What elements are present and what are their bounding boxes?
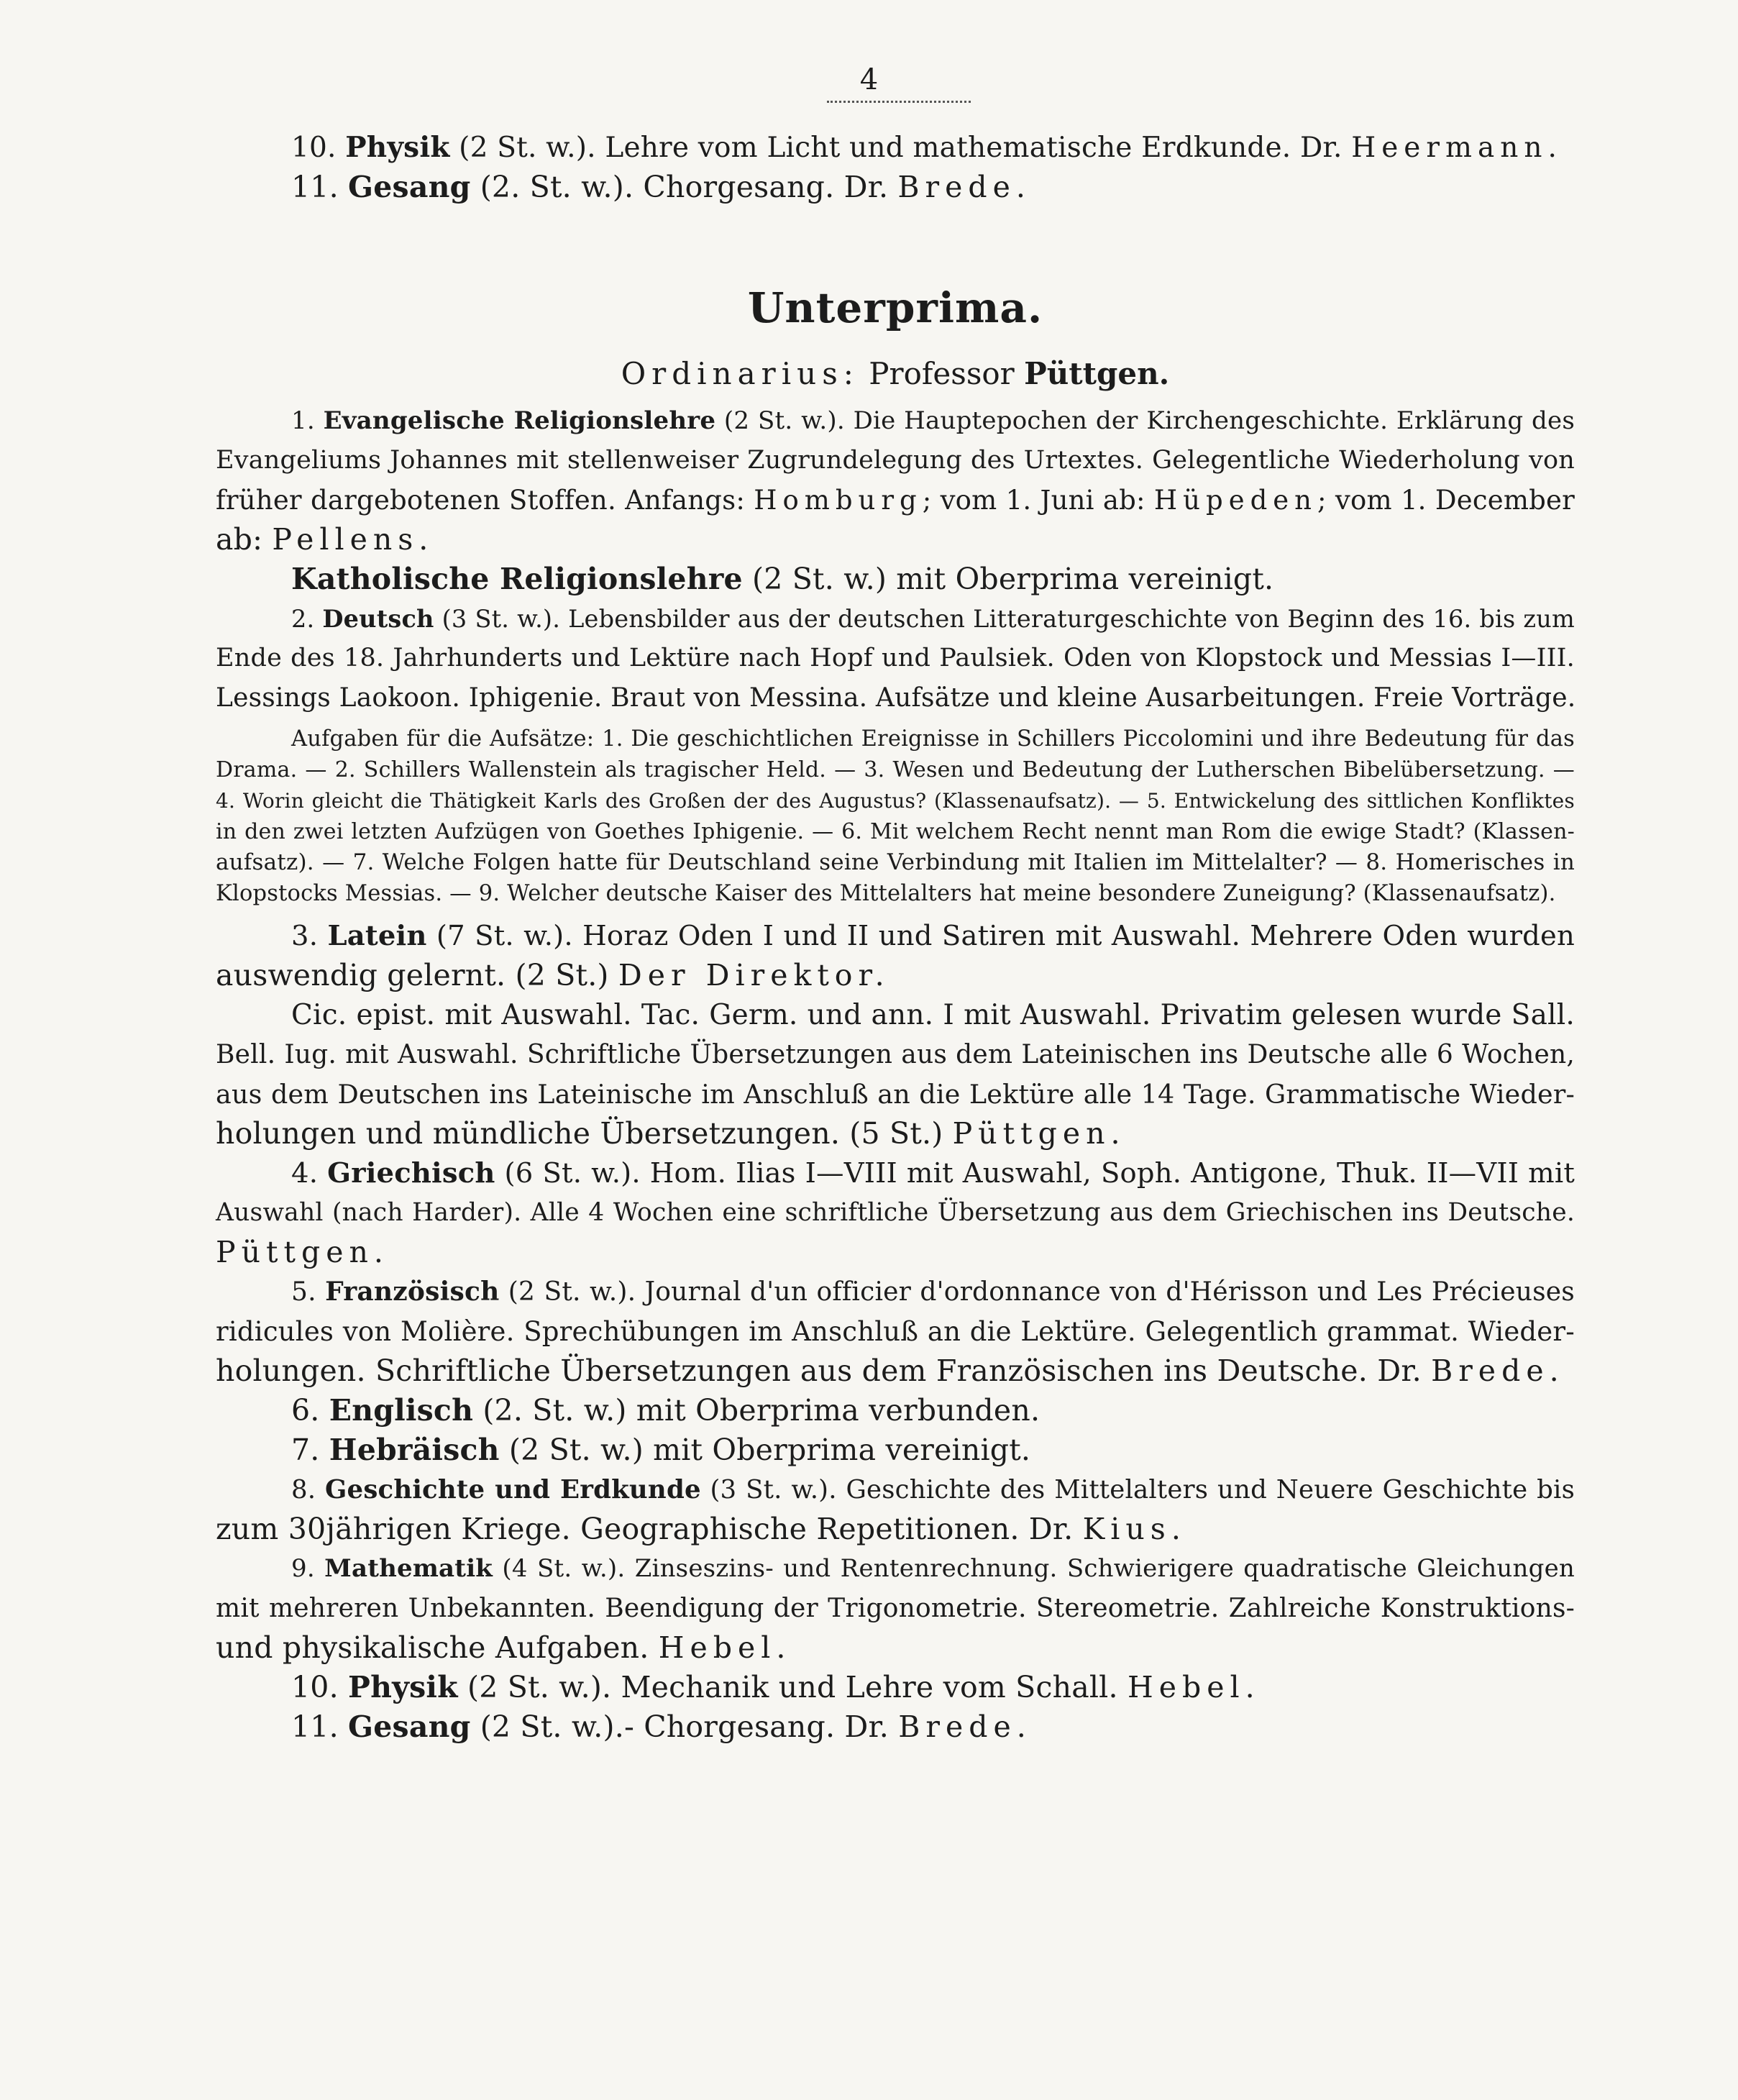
subject-griechisch: 4. Griechisch (6 St. w.). Hom. Ilias I—VIII mit Auswahl, Soph. Antigone, Thuk. II—VII mit Auswahl (nach Harder). Alle 4 Wochen eine schriftliche Übersetzung aus dem Griechischen ins Deutsche. Püttgen. [216,1157,1575,1269]
subject-englisch: 6. Englisch (2. St. w.) mit Oberprima verbunden. [291,1393,1040,1428]
ordinarius-line: Ordinarius: Professor Püttgen. [621,356,1170,391]
subject-deutsch: 2. Deutsch (3 St. w.). Lebensbilder aus der deutschen Litteraturgeschichte von Beginn des 16. bis zum Ende des 18. Jahrhunderts und Lektüre nach Hopf und Paulsiek. Oden von Klopstock und Messias I—III. Lessings Laokoon. Iphigenie. Braut von Messina. Aufsätze und kleine Ausarbeitungen. Freie Vorträge. [216,605,1576,713]
subject-franzoesisch: 5. Französisch (2 St. w.). Journal d'un officier d'ordonnance von d'Hérisson und Les Précieuses ridicules von Molière. Sprechübungen im Anschluß an die Lektüre. Gelegentlich grammat. Wieder- holungen. Schriftliche Übersetzungen aus dem Französischen ins Deutsche. Dr. Brede. [216,1277,1575,1388]
top-physik-line: 10. Physik (2 St. w.). Lehre vom Licht und mathematische Erdkunde. Dr. Heermann. [291,131,1563,164]
subject-geschichte: 8. Geschichte und Erdkunde (3 St. w.). Geschichte des Mittelalters und Neuere Geschichte bis zum 30jährigen Kriege. Geographische Repetitionen. Dr. Kius. [216,1475,1575,1546]
page-number-rule [827,101,971,103]
aufgaben-block [216,723,1575,909]
subject-katholische-religion: Katholische Religionslehre (2 St. w.) mit Oberprima vereinigt. [291,562,1274,596]
subject-mathematik: 9. Mathematik (4 St. w.). Zinseszins- und Rentenrechnung. Schwierigere quadratische Gleichungen mit mehreren Unbekannten. Beendigung der Trigonometrie. Stereometrie. Zahlreiche Konstruktions- und physikalische Aufgaben. Hebel. [216,1554,1575,1665]
page-body [216,128,1575,1747]
aufgaben-line: 4. Worin gleicht die Thätigkeit Karls des Großen der des Augustus? (Klassenaufsatz). — 5. Entwickelung des sittlichen Konfliktes [216,789,1575,813]
subject-physik: 10. Physik (2 St. w.). Mechanik und Lehre vom Schall. Hebel. [291,1670,1261,1704]
aufgaben-line: Klopstocks Messias. — 9. Welcher deutsche Kaiser des Mittelalters hat meine besondere Zuneigung? (Klassenaufsatz). [216,881,1556,906]
subject-latein: 3. Latein (7 St. w.). Horaz Oden I und II und Satiren mit Auswahl. Mehrere Oden wurden auswendig gelernt. (2 St.) Der Direktor. Cic. epist. mit Auswahl. Tac. Germ. und ann. I mit Auswahl. Privatim gelesen wurde Sall. Bell. Iug. mit Auswahl. Schriftliche Übersetzungen aus dem Lateinischen ins Deutsche alle 6 Wochen, aus dem Deutschen ins Lateinische im Anschluß an die Lektüre alle 14 Tage. Grammatische Wieder- holungen und mündliche Übersetzungen. (5 St.) Püttgen. [216,920,1575,1151]
top-gesang-line: 11. Gesang (2. St. w.). Chorgesang. Dr. Brede. [291,170,1031,204]
aufgaben-line: in den zwei letzten Aufzügen von Goethes Iphigenie. — 6. Mit welchem Recht nennt man Rom die ewige Stadt? (Klassen- [216,819,1575,844]
subject-gesang: 11. Gesang (2 St. w.).- Chorgesang. Dr. Brede. [291,1709,1032,1744]
page-number: 4 [859,63,879,96]
aufgaben-line: Aufgaben für die Aufsätze: 1. Die geschichtlichen Ereignisse in Schillers Piccolomini und ihre Bedeutung für das [291,726,1575,752]
aufgaben-line: Drama. — 2. Schillers Wallenstein als tragischer Held. — 3. Wesen und Bedeutung der Lutherschen Bibelübersetzung. — [216,757,1575,782]
subject-hebraeisch: 7. Hebräisch (2 St. w.) mit Oberprima vereinigt. [291,1433,1031,1467]
aufgaben-line: aufsatz). — 7. Welche Folgen hatte für Deutschland seine Verbindung mit Italien im Mittelalter? — 8. Homerisches in [216,849,1575,875]
subject-evangelische-religion: 1. Evangelische Religionslehre (2 St. w.). Die Hauptepochen der Kirchengeschichte. Erklärung des Evangeliums Johannes mit stellenweiser Zugrundelegung des Urtextes. Gelegentliche Wiederholung von früher dargebotenen Stoffen. Anfangs: Homburg; vom 1. Juni ab: Hüpeden; vom 1. December ab: Pellens. [216,406,1575,557]
section-title: Unterprima. [747,283,1043,332]
